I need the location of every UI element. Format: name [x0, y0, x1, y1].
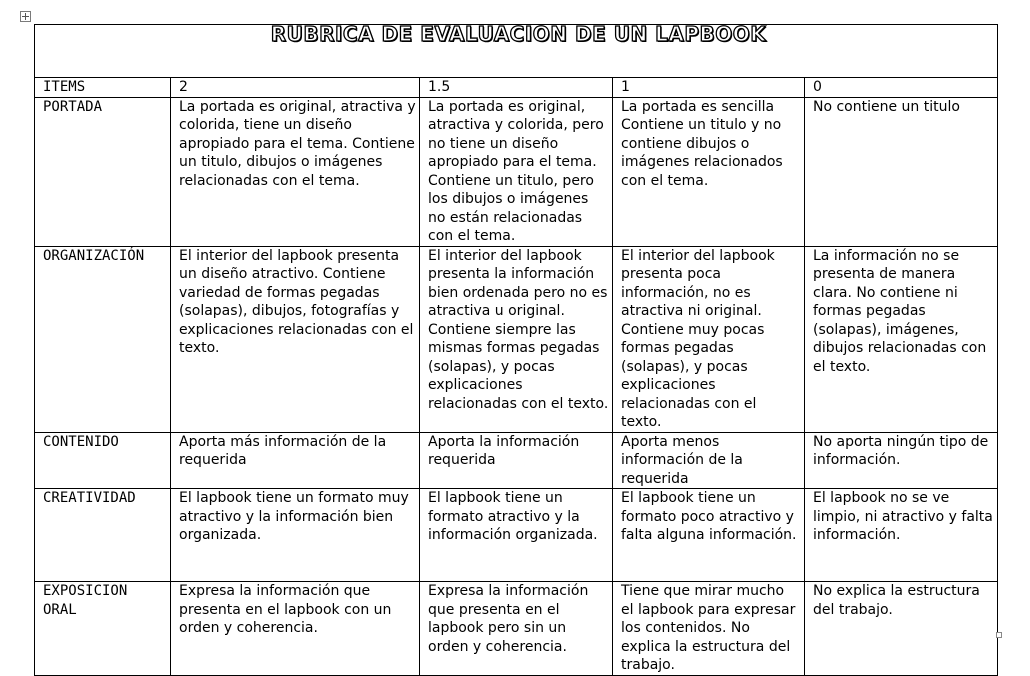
title-row [35, 25, 998, 78]
rubric-title: RUBRICA DE EVALUACION DE UN LAPBOOK [270, 24, 767, 46]
table-row [35, 97, 998, 246]
table-cell[interactable]: Aporta más información de la requerida [171, 432, 420, 489]
table-cell[interactable]: El lapbook no se ve limpio, ni atractivo y falta información. [805, 489, 998, 582]
item-cell-contenido[interactable]: CONTENIDO [35, 432, 171, 489]
table-cell[interactable]: El interior del lapbook presenta un diseño atractivo. Contiene variedad de formas pegadas (solapas), dibujos, fotografías y explicaciones relacionadas con el texto. [171, 246, 420, 432]
table-cell[interactable]: El interior del lapbook presenta poca información, no es atractiva ni original. Contiene muy pocas formas pegadas (solapas), y pocas explicaciones relacionadas con el texto. [613, 246, 805, 432]
header-cell-items[interactable]: ITEMS [35, 78, 171, 98]
item-cell-creatividad[interactable]: CREATIVIDAD [35, 489, 171, 582]
table-cell[interactable]: Expresa la información que presenta en el lapbook con un orden y coherencia. [171, 582, 420, 676]
header-cell-score-1[interactable]: 1 [613, 78, 805, 98]
header-row [35, 78, 998, 98]
table-cell[interactable]: No explica la estructura del trabajo. [805, 582, 998, 676]
table-cell[interactable]: La portada es original, atractiva y colorida, tiene un diseño apropiado para el tema. Contiene un titulo, dibujos o imágenes relacionadas con el tema. [171, 97, 420, 246]
table-cell[interactable]: El lapbook tiene un formato poco atractivo y falta alguna información. [613, 489, 805, 582]
table-row [35, 489, 998, 582]
item-cell-exposicion-oral[interactable]: EXPOSICION ORAL [35, 582, 171, 676]
table-cell[interactable]: El lapbook tiene un formato atractivo y la información organizada. [420, 489, 613, 582]
table-cell[interactable]: Tiene que mirar mucho el lapbook para expresar los contenidos. No explica la estructura del trabajo. [613, 582, 805, 676]
item-cell-organizacion[interactable]: ORGANIZACIÓN [35, 246, 171, 432]
rubric-table [34, 24, 998, 676]
table-move-handle-icon[interactable] [20, 11, 31, 22]
table-row [35, 582, 998, 676]
table-cell[interactable]: Aporta menos información de la requerida [613, 432, 805, 489]
table-cell[interactable]: La portada es sencilla Contiene un titulo y no contiene dibujos o imágenes relacionados con el tema. [613, 97, 805, 246]
header-cell-score-0[interactable]: 0 [805, 78, 998, 98]
table-row [35, 432, 998, 489]
table-cell[interactable]: La información no se presenta de manera clara. No contiene ni formas pegadas (solapas), imágenes, dibujos relacionadas con el texto. [805, 246, 998, 432]
table-resize-handle-icon[interactable] [996, 632, 1002, 638]
table-cell[interactable]: No contiene un titulo [805, 97, 998, 246]
table-cell[interactable]: Expresa la información que presenta en el lapbook pero sin un orden y coherencia. [420, 582, 613, 676]
table-row [35, 246, 998, 432]
table-cell[interactable]: La portada es original, atractiva y colorida, pero no tiene un diseño apropiado para el tema. Contiene un titulo, pero los dibujos o imágenes no están relacionadas con el tema. [420, 97, 613, 246]
table-cell[interactable]: Aporta la información requerida [420, 432, 613, 489]
item-cell-portada[interactable]: PORTADA [35, 97, 171, 246]
title-cell[interactable] [35, 25, 998, 78]
header-cell-score-1-5[interactable]: 1.5 [420, 78, 613, 98]
table-cell[interactable]: El interior del lapbook presenta la información bien ordenada pero no es atractiva u original. Contiene siempre las mismas formas pegadas (solapas), y pocas explicaciones relacionadas con el texto. [420, 246, 613, 432]
table-cell[interactable]: No aporta ningún tipo de información. [805, 432, 998, 489]
table-cell[interactable]: El lapbook tiene un formato muy atractivo y la información bien organizada. [171, 489, 420, 582]
header-cell-score-2[interactable]: 2 [171, 78, 420, 98]
